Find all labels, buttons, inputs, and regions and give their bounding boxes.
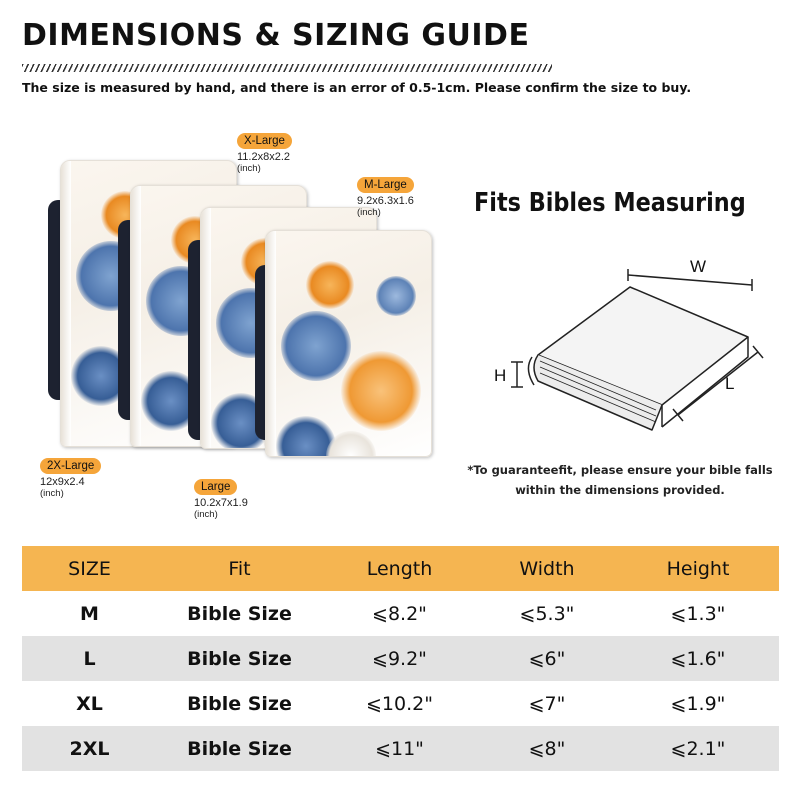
fit-note-line-1: *To guaranteefit, please ensure your bible falls: [467, 463, 773, 477]
cell-height: ⩽1.3": [670, 602, 726, 625]
page-title: DIMENSIONS & SIZING GUIDE: [22, 18, 530, 53]
size-callout-x-large: [237, 131, 292, 174]
cover-m-large: [265, 230, 432, 457]
size-dimensions: 11.2x8x2.2: [237, 151, 291, 163]
size-dimensions: 12x9x2.4: [40, 476, 85, 488]
length-label: L: [725, 374, 735, 393]
size-badge: Large: [194, 479, 237, 495]
measurement-disclaimer: The size is measured by hand, and there is an error of 0.5-1cm. Please confirm the size to buy.: [22, 80, 692, 95]
table-row: [22, 726, 779, 771]
cell-height: ⩽1.9": [670, 692, 726, 715]
size-dimensions: 9.2x6.3x1.6: [357, 195, 414, 207]
size-callout-2x-large: [40, 456, 101, 499]
cell-fit: Bible Size: [157, 726, 322, 771]
fit-note: [455, 460, 785, 500]
cell-width: ⩽7": [528, 692, 566, 715]
height-label: H: [494, 366, 507, 385]
size-table: [22, 546, 779, 771]
header-width: Width: [477, 546, 617, 591]
cell-size: XL: [76, 692, 103, 715]
cell-length: ⩽9.2": [322, 636, 477, 681]
width-label: W: [690, 257, 707, 276]
cell-length: ⩽11": [322, 726, 477, 771]
cell-fit: Bible Size: [187, 692, 292, 715]
header-height: Height: [617, 546, 779, 591]
header-length: Length: [322, 546, 477, 591]
fit-note-line-2: within the dimensions provided.: [515, 483, 725, 497]
cell-width: ⩽6": [477, 636, 617, 681]
table-row: [22, 591, 779, 636]
cell-size: 2XL: [22, 726, 157, 771]
size-unit: (inch): [40, 488, 64, 499]
size-badge: M-Large: [357, 177, 414, 193]
size-callout-m-large: [357, 175, 414, 218]
size-dimensions: 10.2x7x1.9: [194, 497, 248, 509]
cell-size: L: [22, 636, 157, 681]
cell-fit: Bible Size: [157, 636, 322, 681]
cell-size: M: [80, 602, 99, 625]
size-unit: (inch): [194, 509, 218, 520]
table-header-row: [22, 546, 779, 591]
size-unit: (inch): [237, 163, 261, 174]
title-underline-hatch: [22, 64, 552, 72]
cell-height: ⩽2.1": [617, 726, 779, 771]
size-unit: (inch): [357, 207, 381, 218]
table-row: [22, 636, 779, 681]
cell-length: ⩽8.2": [372, 602, 427, 625]
header-fit: Fit: [157, 546, 322, 591]
cell-fit: Bible Size: [187, 602, 292, 625]
cell-width: ⩽8": [477, 726, 617, 771]
size-badge: X-Large: [237, 133, 292, 149]
size-callout-large: [194, 477, 248, 520]
size-badge: 2X-Large: [40, 458, 101, 474]
header-size: SIZE: [22, 546, 157, 591]
cell-length: ⩽10.2": [366, 692, 433, 715]
book-dimension-diagram: [480, 245, 770, 435]
cell-height: ⩽1.6": [617, 636, 779, 681]
cell-width: ⩽5.3": [519, 602, 575, 625]
table-row: [22, 681, 779, 726]
fits-heading: Fits Bibles Measuring: [474, 188, 746, 218]
